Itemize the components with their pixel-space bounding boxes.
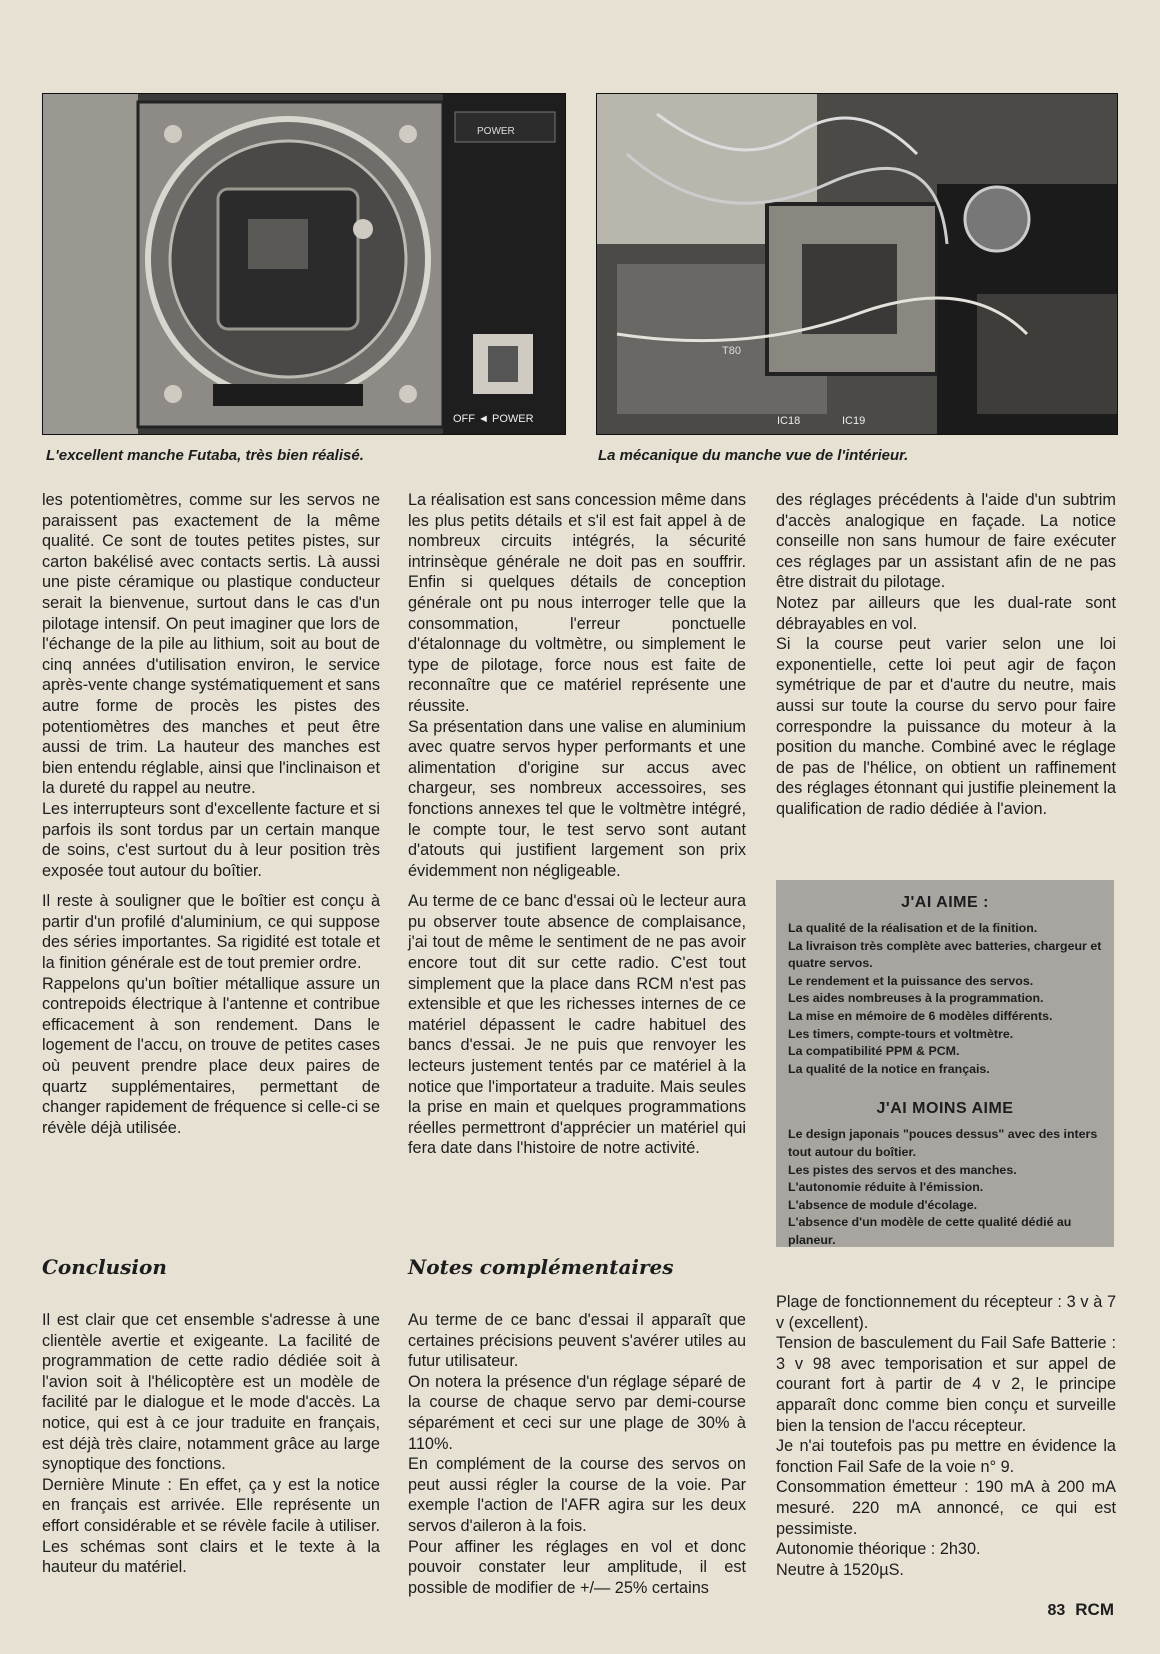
t80-label: T80 <box>722 345 741 357</box>
notes-heading: Notes complémentaires <box>408 1255 674 1279</box>
paragraph: Tension de basculement du Fail Safe Batterie : 3 v 98 avec temporisation et sur appel de courant fort à partir de 4 v 2, le principe apparaît donc comme bien conçu et surveille bien la tension de l'accu récepteur. <box>776 1334 1116 1435</box>
column-1 <box>42 490 380 1138</box>
paragraph: Sa présentation dans une valise en aluminium avec quatre servos hyper performants et une alimentation d'origine sur accus avec chargeur, ses nombreux accessoires, ses fonctions annexes tel que le voltmètre intégré, le compte tour, le test servo sont autant d'atouts qui justifient largement son prix évidemment non négligeable. <box>408 717 746 880</box>
disliked-item: L'absence d'un modèle de cette qualité dédié au planeur. <box>788 1215 1072 1247</box>
liked-item: La qualité de la réalisation et de la finition. <box>788 921 1038 935</box>
paragraph: Si la course peut varier selon une loi exponentielle, cette loi peut agir de façon symétrique de par et d'autre du neutre, mais aussi sur toute la course du servo pour faire correspondre la puissance du moteur à la position du manche. Combiné avec le réglage de pas de l'hélice, on obtient un raffinement des réglages étonnant qui justifie pleinement la qualification de radio dédiée à l'avion. <box>776 635 1116 818</box>
liked-item: Les aides nombreuses à la programmation. <box>788 991 1044 1006</box>
caption-right: La mécanique du manche vue de l'intérieur. <box>598 447 909 464</box>
paragraph: Plage de fonctionnement du récepteur : 3 v à 7 v (excellent). <box>776 1293 1116 1332</box>
disliked-item: Le design japonais "pouces dessus" avec des inters tout autour du boîtier. <box>788 1127 1098 1159</box>
liked-item: La mise en mémoire de 6 modèles différents. <box>788 1008 1053 1023</box>
conclusion-heading: Conclusion <box>42 1255 167 1279</box>
conclusion-text <box>42 1310 380 1578</box>
mechanics-photo-illustration <box>597 94 1117 434</box>
paragraph: les potentiomètres, comme sur les servos ne paraissent pas exactement de la même qualité. Ce sont de toutes petites pistes, sur carton bakélisé avec contacts sertis. Là aussi une piste céramique ou plastique conducteur serait la bienvenue, surtout dans le cas d'un pilotage intensif. On peut imaginer que lors de l'échange de la pile au lithium, soit au bout de cinq années d'utilisation environ, le service après-vente change systématiquement et sans autre forme de procès les pistes des potentiomètres des manches et peut être aussi de trim. La hauteur des manches est bien entendu réglable, ainsi que l'inclinaison et la dureté du rappel au neutre. <box>42 491 380 798</box>
column-2 <box>408 490 746 1159</box>
liked-item: La qualité de la notice en français. <box>788 1061 990 1076</box>
paragraph: On notera la présence d'un réglage séparé de la course de chaque servo par demi-course séparément et ceci sur une plage de 30% à 110%. <box>408 1372 746 1453</box>
page-number: 83 <box>1047 1602 1066 1619</box>
off-power-label: OFF ◄ POWER <box>453 413 534 425</box>
disliked-title: J'AI MOINS AIME <box>876 1100 1014 1118</box>
liked-title: J'AI AIME : <box>901 894 989 911</box>
paragraph: Au terme de ce banc d'essai où le lecteur aura pu observer toute absence de complaisance, j'ai tout de même le sentiment de ne pas avoir encore tout dit sur cette radio. C'est tout simplement que la place dans RCM n'est pas extensible et que les richesses internes de ce matériel dépassent le cadre habituel des bancs d'essai. Je ne puis que renvoyer les lecteurs justement tentés par ce matériel à la notice que l'importateur a traduite. Mais seules la prise en main et quelques programmations réelles permettront d'apprécier un matériel qui fera date dans l'histoire de notre activité. <box>408 892 746 1158</box>
page-footer <box>1047 1600 1114 1620</box>
paragraph: Il reste à souligner que le boîtier est conçu à partir d'un profilé d'aluminium, ce qui suppose des séries importantes. Sa rigidité est totale et la finition générale est de tout premier ordre. <box>42 892 380 973</box>
liked-item: La livraison très complète avec batteries, chargeur et quatre servos. <box>788 938 1102 971</box>
paragraph: Consommation émetteur : 190 mA à 200 mA mesuré. 220 mA annoncé, ce qui est pessimiste. <box>776 1478 1116 1538</box>
paragraph: La réalisation est sans concession même dans les plus petits détails et s'il est fait appel à de nombreux circuits intégrés, la sécurité intrinsèque générale ne doit pas en souffrir. Enfin si quelques détails de conception générale ont pu nous interroger telle que la consommation, l'erreur ponctuelle d'étalonnage du voltmètre, ou simplement le type de pilotage, force nous est faite de reconnaître que ce matériel représente une réussite. <box>408 491 746 715</box>
paragraph: Neutre à 1520µS. <box>776 1560 904 1579</box>
disliked-item: L'autonomie réduite à l'émission. <box>788 1180 984 1195</box>
verdict-box <box>776 880 1114 1247</box>
photo-futaba-stick <box>42 93 566 435</box>
caption-left: L'excellent manche Futaba, très bien réalisé. <box>46 447 364 464</box>
magazine-name: RCM <box>1075 1600 1114 1619</box>
liked-item: La compatibilité PPM & PCM. <box>788 1044 960 1059</box>
paragraph: En complément de la course des servos on peut aussi régler la course de la voie. Par exemple l'action de l'AFR agira sur les deux servos d'aileron à la fois. <box>408 1455 746 1535</box>
ic18-label: IC18 <box>777 415 801 427</box>
paragraph: Les interrupteurs sont d'excellente facture et si parfois ils sont tordus par un certain manque de soins, c'est surtout du à leur position très exposée tout autour du boîtier. <box>42 799 380 880</box>
power-top-label: POWER <box>477 126 515 137</box>
paragraph: Pour affiner les réglages en vol et donc pouvoir constater leur amplitude, il est possible de modifier de +/— 25% certains <box>408 1537 746 1597</box>
paragraph: Il est clair que cet ensemble s'adresse à une clientèle avertie et exigeante. La facilité de programmation de cette radio dédiée soit à l'avion soit à l'hélicoptère est un modèle de facilité par le dialogue et le mode d'accès. La notice, qui est à ce jour traduite en français, est déjà très claire, notamment grâce au large synoptique des fonctions. <box>42 1311 380 1474</box>
disliked-list <box>776 1126 1114 1249</box>
disliked-item: L'absence de module d'écolage. <box>788 1197 978 1212</box>
ic19-label: IC19 <box>842 415 866 427</box>
notes-continued <box>776 1292 1116 1580</box>
liked-list <box>776 920 1114 1078</box>
liked-item: Le rendement et la puissance des servos. <box>788 973 1034 988</box>
paragraph: Rappelons qu'un boîtier métallique assure un contrepoids électrique à l'antenne et contribue efficacement à son rendement. Dans le logement de l'accu, on trouve de petites cases où peuvent prendre place deux paires de quartz supplémentaires, permettant de changer rapidement de fréquence si celle-ci se révèle déjà utilisée. <box>42 974 380 1137</box>
disliked-item: Les pistes des servos et des manches. <box>788 1162 1017 1177</box>
liked-item: Les timers, compte-tours et voltmètre. <box>788 1026 1014 1041</box>
stick-photo-illustration <box>43 94 565 434</box>
paragraph: Au terme de ce banc d'essai il apparaît que certaines précisions peuvent s'avérer utiles au futur utilisateur. <box>408 1311 746 1371</box>
column-3 <box>776 490 1116 820</box>
paragraph: Notez par ailleurs que les dual-rate sont débrayables en vol. <box>776 593 1116 633</box>
paragraph: Je n'ai toutefois pas pu mettre en évidence la fonction Fail Safe de la voie n° 9. <box>776 1437 1116 1476</box>
paragraph: Dernière Minute : En effet, ça y est la notice en français est arrivée. Elle représente un effort considérable et se révèle facile à utiliser. Les schémas sont clairs et le texte à la hauteur du matériel. <box>42 1475 380 1577</box>
paragraph: Autonomie théorique : 2h30. <box>776 1540 981 1559</box>
photo-stick-mechanics <box>596 93 1118 435</box>
notes-text <box>408 1310 746 1598</box>
paragraph: des réglages précédents à l'aide d'un subtrim d'accès analogique en façade. La notice conseille non sans humour de faire exécuter ces réglages par un assistant afin de ne pas être distrait du pilotage. <box>776 491 1116 592</box>
